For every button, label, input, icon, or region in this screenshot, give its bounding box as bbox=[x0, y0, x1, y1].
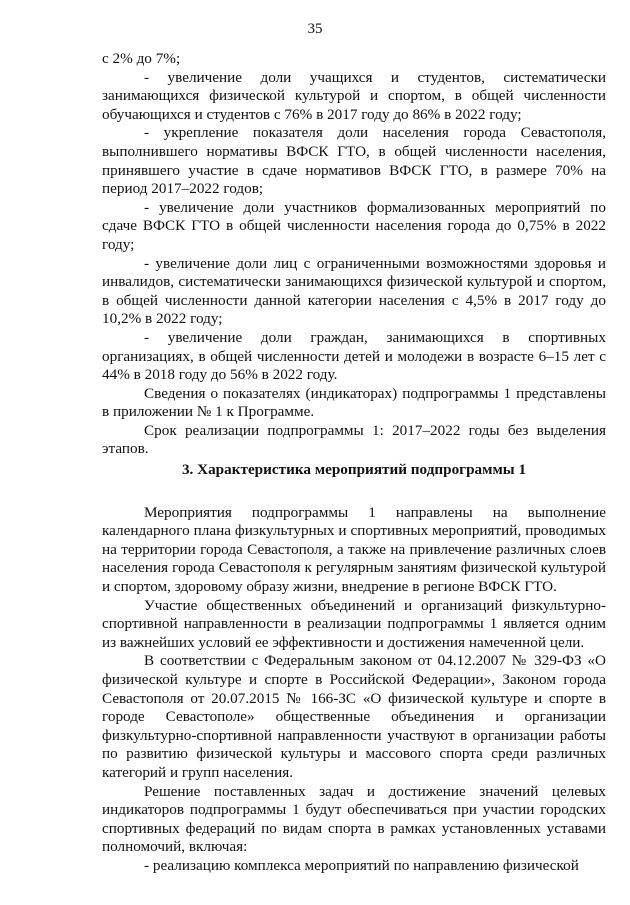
paragraph: Мероприятия подпрограммы 1 направлены на выполнение календарного плана физкультурных и спортивных мероприятий, проводимых на территории города Севастополя, а также на привлечение различных слоев населения города Севастополя к регулярным занятиям физической культурой и спортом, здоровому образу жизни, внедрение в регионе ВФСК ГТО. bbox=[102, 503, 606, 596]
paragraph: Решение поставленных задач и достижение значений целевых индикаторов подпрограммы 1 будут обеспечиваться при участии городских спортивных федераций по видам спорта в рамках установленных уставами полномочий, включая: bbox=[102, 782, 606, 856]
paragraph: Срок реализации подпрограммы 1: 2017–2022 годы без выделения этапов. bbox=[102, 421, 606, 458]
paragraph: - укрепление показателя доли населения города Севастополя, выполнившего нормативы ВФСК ГТО, в общей численности населения, принявшего участие в сдаче нормативов ВФСК ГТО, в размере 70% на период 2017–2022 годов; bbox=[102, 124, 606, 198]
paragraphs-after bbox=[102, 504, 606, 876]
paragraph: - реализацию комплекса мероприятий по направлению физической bbox=[144, 856, 579, 874]
paragraph: - увеличение доли учащихся и студентов, систематически занимающихся физической культурой и спортом, в общей численности обучающихся и студентов с 76% в 2017 году до 86% в 2022 году; bbox=[102, 68, 606, 123]
page-number: 35 bbox=[307, 21, 323, 37]
paragraph: - увеличение доли лиц с ограниченными возможностями здоровья и инвалидов, систематически занимающихся физической культурой и спортом, в общей численности данной категории населения с 4,5% в 2017 году до 10,2% в 2022 году; bbox=[102, 254, 606, 328]
section-heading: 3. Характеристика мероприятий подпрограммы 1 bbox=[181, 461, 527, 479]
paragraph: Сведения о показателях (индикаторах) подпрограммы 1 представлены в приложении № 1 к Программе. bbox=[102, 384, 606, 421]
paragraph: с 2% до 7%; bbox=[102, 50, 181, 67]
paragraph: В соответствии с Федеральным законом от 04.12.2007 № 329-ФЗ «О физической культуре и спорте в Российской Федерации», Законом города Севастополя от 20.07.2015 № 166-ЗС «О физической культуре и спорте в городе Севастополе» общественные объединения и организации физкультурно-спортивной направленности участвуют в организации работы по развитию физической культуры и массового спорта среди различных категорий и групп населения. bbox=[102, 652, 606, 781]
document-body bbox=[102, 50, 606, 876]
paragraph: Участие общественных объединений и организаций физкультурно-спортивной направленности в реализации подпрограммы 1 является одним из важнейших условий ее эффективности и достижения намеченной цели. bbox=[102, 596, 606, 651]
paragraphs-before bbox=[102, 50, 606, 459]
paragraph: - увеличение доли участников формализованных мероприятий по сдаче ВФСК ГТО в общей численности населения города до 0,75% в 2022 году; bbox=[102, 198, 606, 253]
paragraph: - увеличение доли граждан, занимающихся в спортивных организациях, в общей численности детей и молодежи в возрасте 6–15 лет с 44% в 2018 году до 56% в 2022 году. bbox=[102, 328, 606, 384]
